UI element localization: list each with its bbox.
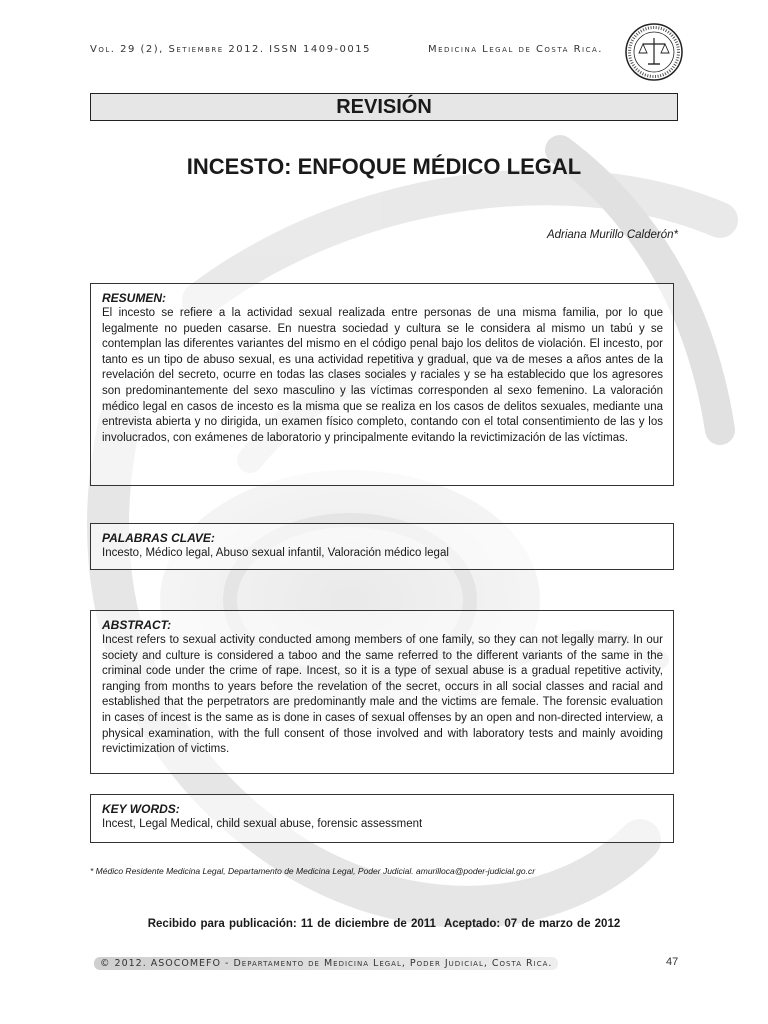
resumen-text: El incesto se refiere a la actividad sexual realizada entre personas de una misma familia, por lo que legalmente no pueden casarse. En nuestra sociedad y cultura se le considera al mismo un tabú y se contemplan las diferentes variantes del mismo en el código penal bajo los delitos de violación. El incesto, por tanto es un tipo de abuso sexual, es una actividad repetitiva y gradual, que va de meses a años antes de la revelación del secreto, ocurre en todas las clases sociales y raciales y se ha establecido que los agresores son predominantemente del sexo masculino y las víctimas corresponden al sexo femenino. La valoración médico legal en casos de incesto es la misma que se realiza en los casos de delitos sexuales, mediante una entrevista abierta y no dirigida, un examen físico completo, contando con el total consentimiento de las y los involucrados, con exámenes de laboratorio y principalmente evitando la revictimización de las víctimas. xyxy=(102,307,663,444)
resumen-heading: RESUMEN: xyxy=(102,291,167,305)
journal-title-header: Medicina Legal de Costa Rica. xyxy=(428,44,603,55)
accepted-date: Aceptado: 07 de marzo de 2012 xyxy=(443,918,621,930)
copyright-footer: © 2012. ASOCOMEFO - Departamento de Medicina Legal, Poder Judicial, Costa Rica. xyxy=(94,957,558,970)
received-date: Recibido para publicación: 11 de diciembre de 2011 xyxy=(147,918,436,930)
author-name: Adriana Murillo Calderón* xyxy=(546,229,678,241)
key-words-box xyxy=(90,794,674,843)
palabras-clave-text: Incesto, Médico legal, Abuso sexual infantil, Valoración médico legal xyxy=(102,547,449,559)
section-label-revision: REVISIÓN xyxy=(90,93,678,121)
journal-volume-header: Vol. 29 (2), Setiembre 2012. ISSN 1409-0015 xyxy=(90,44,371,55)
resumen-box xyxy=(90,283,674,486)
article-title: INCESTO: ENFOQUE MÉDICO LEGAL xyxy=(186,154,582,179)
key-words-text: Incest, Legal Medical, child sexual abuse, forensic assessment xyxy=(102,818,423,830)
palabras-clave-heading: PALABRAS CLAVE: xyxy=(102,531,215,545)
justice-scales-seal-icon xyxy=(624,22,684,82)
key-words-heading: KEY WORDS: xyxy=(102,802,180,816)
abstract-text: Incest refers to sexual activity conducted among members of one family, so they can not legally marry. In our society and culture is considered a taboo and the same referred to the different variants of the same in the criminal code under the crime of rape. Incest, so it is a type of sexual abuse is a gradual repetitive activity, ranging from months to years before the revelation of the secret, occurs in all social classes and racial and established that the perpetrators are predominantly male and the victims are female. The forensic evaluation in cases of incest is the same as is done in cases of sexual offenses by an open and non-directed interview, a physical examination, with the full consent of those involved and with laboratory tests and mainly avoiding revictimization of victims. xyxy=(102,634,663,756)
palabras-clave-box xyxy=(90,523,674,570)
abstract-heading: ABSTRACT: xyxy=(102,618,172,632)
page-number: 47 xyxy=(666,956,679,968)
author-affiliation-footnote: * Médico Residente Medicina Legal, Departamento de Medicina Legal, Poder Judicial. amurilloca@poder-judicial.go.cr xyxy=(90,866,536,876)
abstract-box xyxy=(90,610,674,774)
publication-dates xyxy=(90,918,678,930)
